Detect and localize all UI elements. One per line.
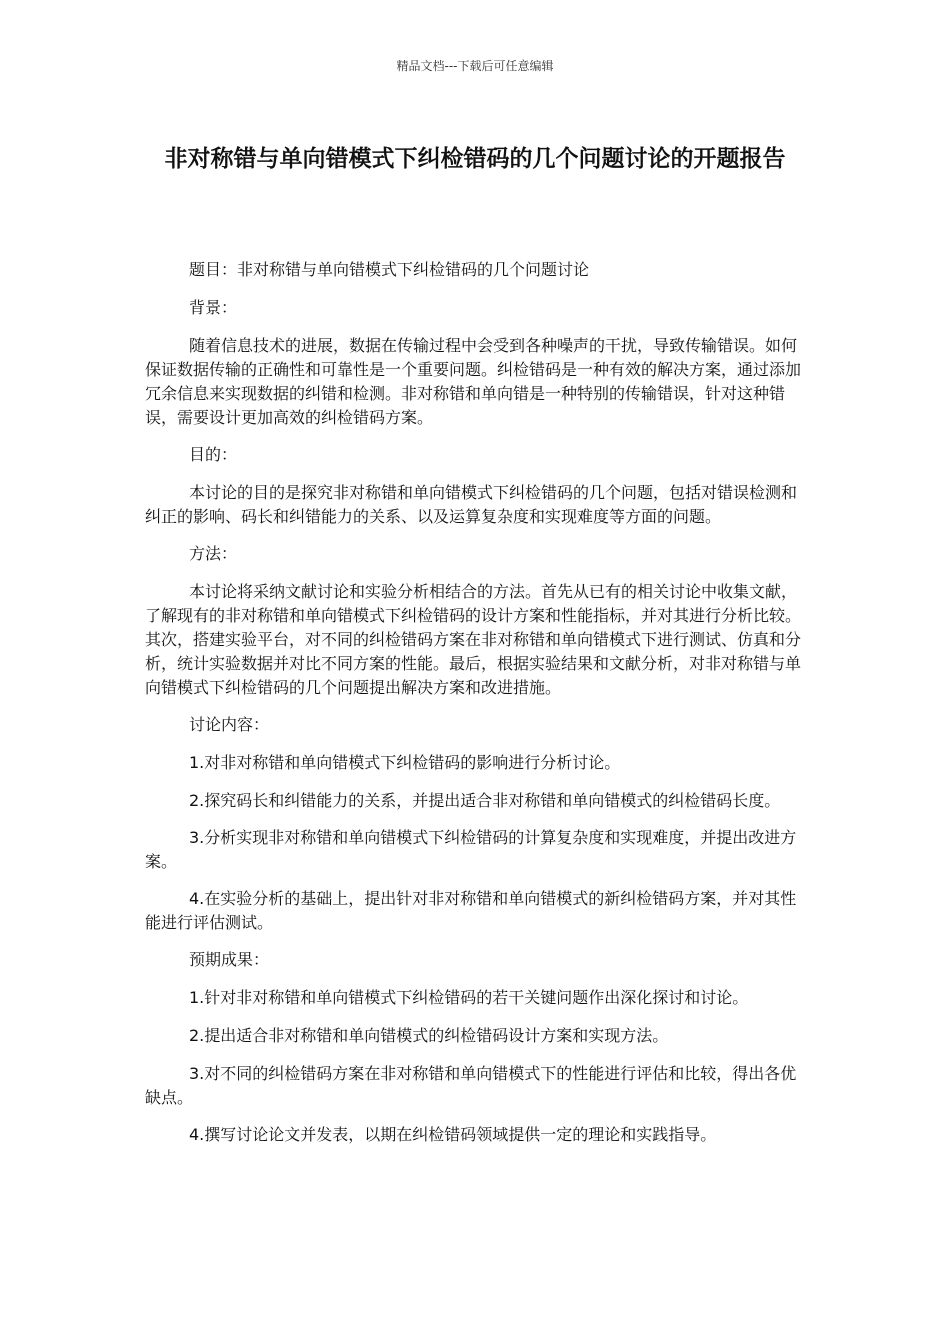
outcome-item-3: 3.对不同的纠检错码方案在非对称错和单向错模式下的性能进行评估和比较，得出各优缺点。	[145, 1064, 797, 1107]
method-paragraph: 本讨论将采纳文献讨论和实验分析相结合的方法。首先从已有的相关讨论中收集文献，了解现有的非对称错和单向错模式下纠检错码的设计方案和性能指标，并对其进行分析比较。其次，搭建实验平台，对不同的纠检错码方案在非对称错和单向错模式下进行测试、仿真和分析，统计实验数据并对比不同方案的性能。最后，根据实验结果和文献分析，对非对称错与单向错模式下纠检错码的几个问题提出解决方案和改进措施。	[145, 582, 802, 697]
section-heading-method: 方法：	[189, 544, 238, 563]
section-heading-outcomes: 预期成果：	[189, 950, 270, 969]
outcome-item-4: 4.撰写讨论论文并发表，以期在纠检错码领域提供一定的理论和实践指导。	[189, 1125, 717, 1144]
document-body	[145, 258, 810, 1161]
background-paragraph: 随着信息技术的进展，数据在传输过程中会受到各种噪声的干扰，导致传输错误。如何保证数据传输的正确性和可靠性是一个重要问题。纠检错码是一种有效的解决方案，通过添加冗余信息来实现数据的纠错和检测。非对称错和单向错是一种特别的传输错误，针对这种错误，需要设计更加高效的纠检错码方案。	[145, 336, 802, 427]
outcome-item-1: 1.针对非对称错和单向错模式下纠检错码的若干关键问题作出深化探讨和讨论。	[189, 988, 749, 1007]
section-heading-background: 背景：	[189, 298, 238, 317]
section-heading-purpose: 目的：	[189, 445, 238, 464]
content-item-2: 2.探究码长和纠错能力的关系，并提出适合非对称错和单向错模式的纠检错码长度。	[189, 791, 781, 810]
page-header-note: 精品文档---下载后可任意编辑	[396, 59, 554, 73]
document-title: 非对称错与单向错模式下纠检错码的几个问题讨论的开题报告	[164, 146, 786, 172]
content-item-3: 3.分析实现非对称错和单向错模式下纠检错码的计算复杂度和实现难度，并提出改进方案。	[145, 828, 797, 871]
purpose-paragraph: 本讨论的目的是探究非对称错和单向错模式下纠检错码的几个问题，包括对错误检测和纠正的影响、码长和纠错能力的关系、以及运算复杂度和实现难度等方面的问题。	[145, 483, 798, 526]
section-heading-content: 讨论内容：	[189, 715, 270, 734]
content-item-1: 1.对非对称错和单向错模式下纠检错码的影响进行分析讨论。	[189, 753, 621, 772]
content-item-4: 4.在实验分析的基础上，提出针对非对称错和单向错模式的新纠检错码方案，并对其性能进行评估测试。	[145, 889, 797, 932]
outcome-item-2: 2.提出适合非对称错和单向错模式的纠检错码设计方案和实现方法。	[189, 1026, 669, 1045]
topic-paragraph: 题目：非对称错与单向错模式下纠检错码的几个问题讨论	[189, 260, 590, 279]
